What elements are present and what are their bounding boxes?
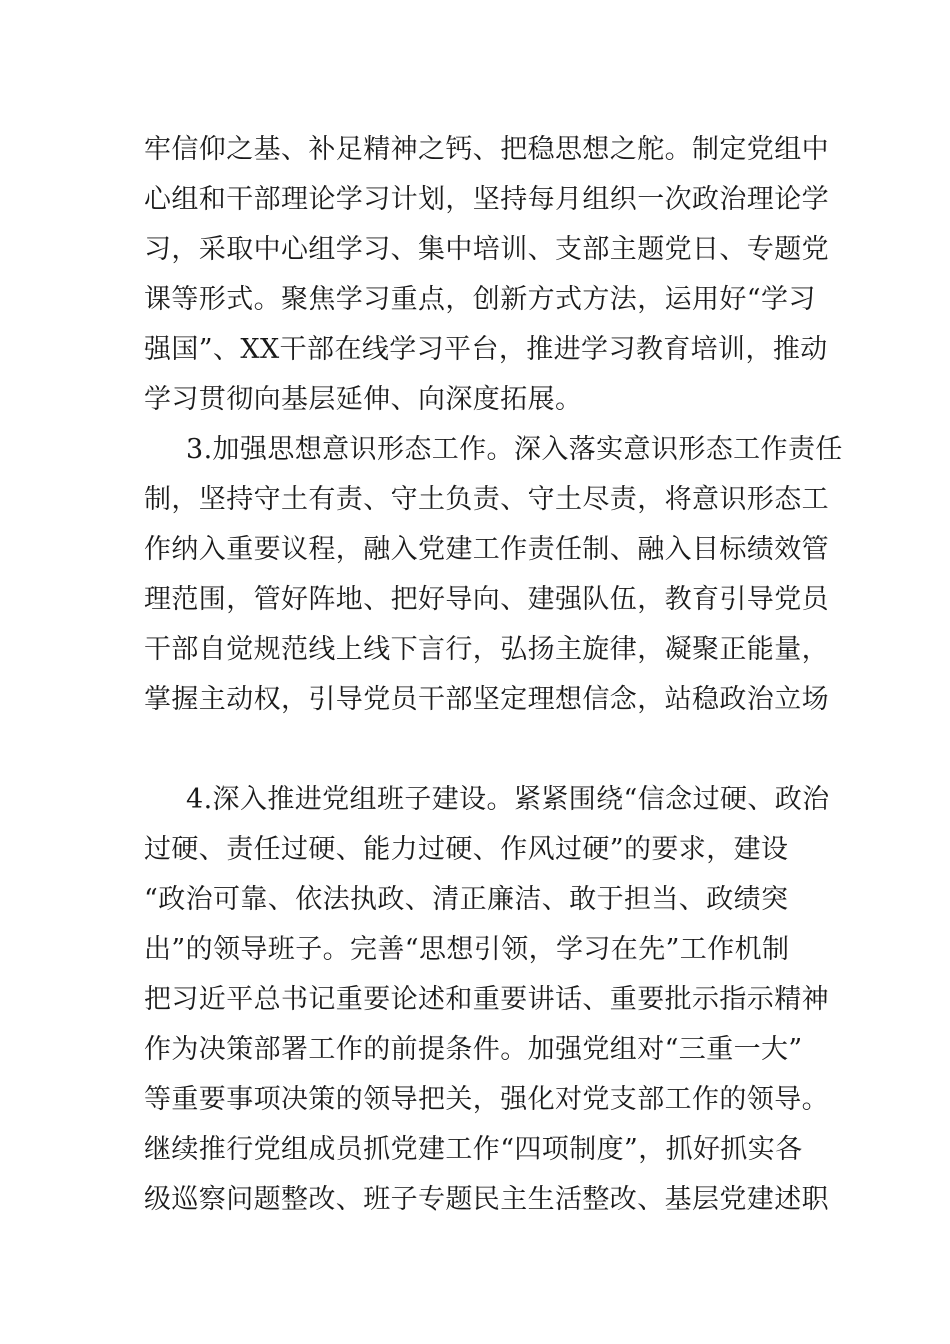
text-line: 过硬、责任过硬、能力过硬、作风过硬”的要求，建设 xyxy=(144,834,789,865)
text-line: 作为决策部署工作的前提条件。加强党组对“三重一大” xyxy=(144,1034,803,1065)
text-line: 等重要事项决策的领导把关，强化对党支部工作的领导。 xyxy=(144,1084,829,1115)
text-line: 制，坚持守土有责、守土负责、守土尽责，将意识形态工 xyxy=(144,484,829,515)
text-line: “政治可靠、依法执政、清正廉洁、敢于担当、政绩突 xyxy=(144,884,789,915)
text-line: 继续推行党组成员抓党建工作“四项制度”，抓好抓实各 xyxy=(144,1134,803,1165)
text-line: 心组和干部理论学习计划，坚持每月组织一次政治理论学 xyxy=(144,184,829,215)
text-line: 作纳入重要议程，融入党建工作责任制、融入目标绩效管 xyxy=(144,534,829,565)
text-line: 学习贯彻向基层延伸、向深度拓展。 xyxy=(144,384,583,415)
text-line: 掌握主动权，引导党员干部坚定理想信念，站稳政治立场 xyxy=(144,684,829,715)
text-line: 把习近平总书记重要论述和重要讲话、重要批示指示精神 xyxy=(144,984,829,1015)
text-line: 课等形式。聚焦学习重点，创新方式方法，运用好“学习 xyxy=(144,284,816,315)
text-line: 习，采取中心组学习、集中培训、支部主题党日、专题党 xyxy=(144,234,829,265)
text-line: 强国”、XX干部在线学习平台，推进学习教育培训，推动 xyxy=(144,334,828,365)
text-line: 级巡察问题整改、班子专题民主生活整改、基层党建述职 xyxy=(144,1184,829,1215)
section-3-heading-line: 3.加强思想意识形态工作。深入落实意识形态工作责任 xyxy=(186,434,843,465)
text-line: 干部自觉规范线上线下言行，弘扬主旋律，凝聚正能量， xyxy=(144,634,829,665)
text-line: 牢信仰之基、补足精神之钙、把稳思想之舵。制定党组中 xyxy=(144,134,829,165)
text-line: 出”的领导班子。完善“思想引领，学习在先”工作机制 xyxy=(144,934,790,965)
text-line: 理范围，管好阵地、把好导向、建强队伍，教育引导党员 xyxy=(144,584,829,615)
section-4-heading-line: 4.深入推进党组班子建设。紧紧围绕“信念过硬、政治 xyxy=(186,784,830,815)
